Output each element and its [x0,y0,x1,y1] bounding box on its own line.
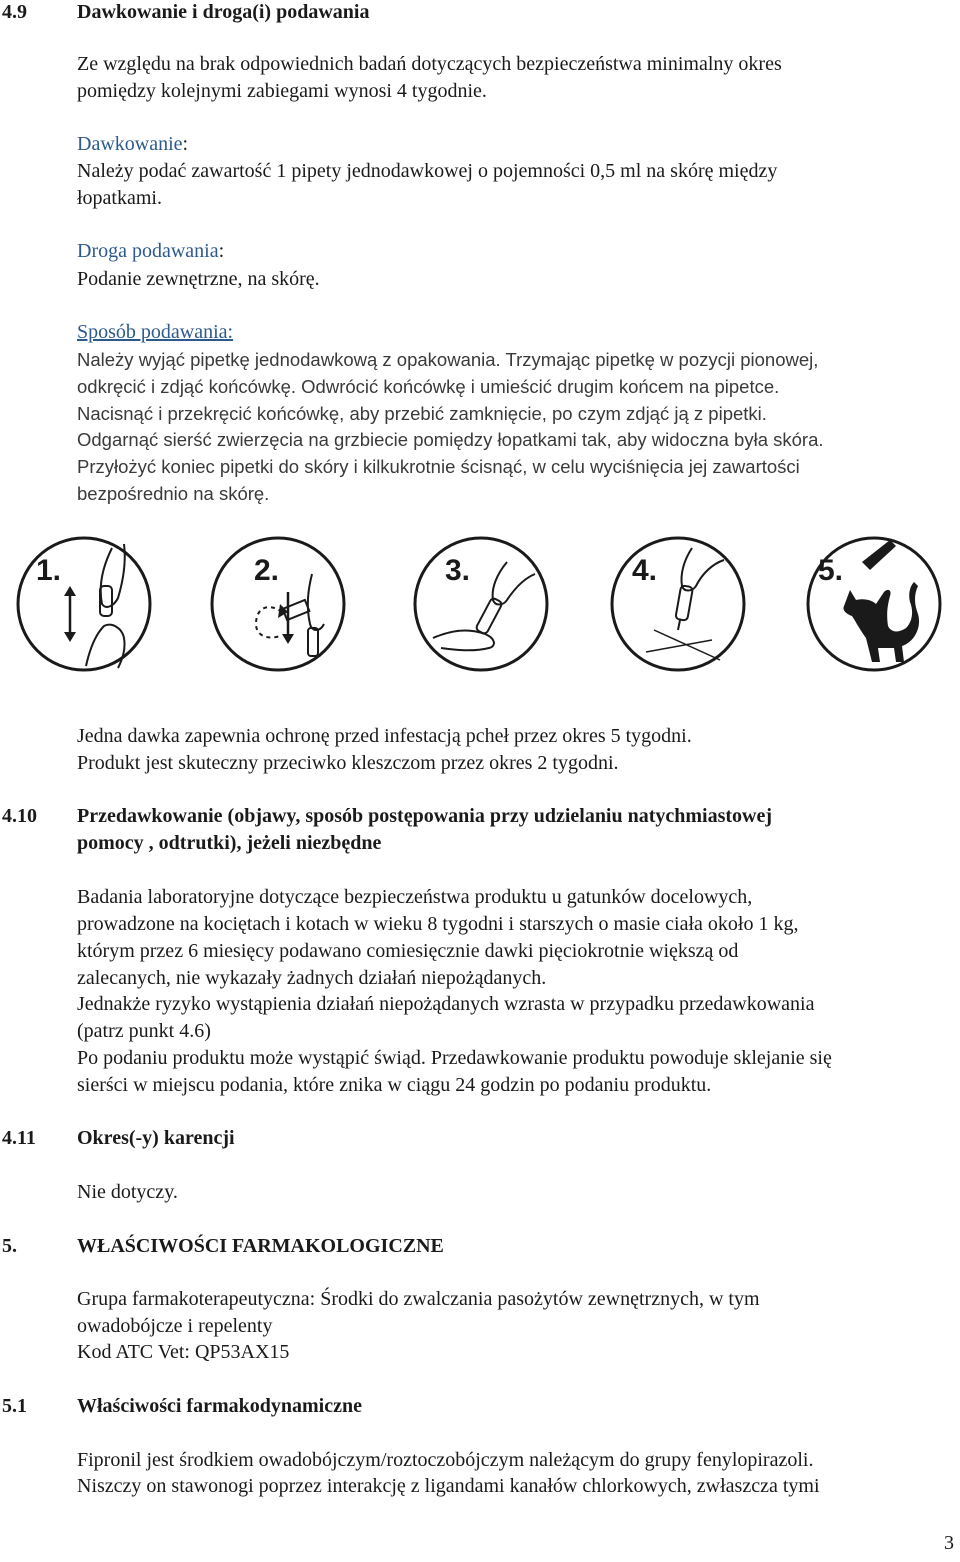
overdose-line-5: Jednakże ryzyko wystąpienia działań niepożądanych wzrasta w przypadku przedawkowania [77,993,815,1015]
method-line-2: odkręcić i zdjąć końcówkę. Odwrócić końcówkę i umieścić drugim końcem na pipetce. [77,376,780,397]
intro-line-1: Ze względu na brak odpowiednich badań dotyczących bezpieczeństwa minimalny okres [77,53,782,75]
withdrawal-text: Nie dotyczy. [77,1181,178,1203]
method-line-1: Należy wyjąć pipetkę jednodawkową z opakowania. Trzymając pipetkę w pozycji pionowej, [77,349,819,370]
step-5-pipette-icon [862,540,896,570]
section-5-1-number: 5.1 [2,1395,27,1417]
section-4-11-number: 4.11 [2,1127,36,1149]
method-line-3: Nacisnąć i przekręcić końcówkę, aby przebić zamknięcie, po czym zdjąć ją z pipetki. [77,403,767,424]
overdose-line-7: Po podaniu produktu może wystąpić świąd. Przedawkowanie produktu powoduje sklejanie się [77,1047,832,1069]
section-5-number: 5. [2,1235,17,1257]
step-1-pictogram [14,534,154,674]
route-text: Podanie zewnętrzne, na skórę. [77,268,320,290]
efficacy-line-1: Jedna dawka zapewnia ochronę przed infestacją pcheł przez okres 5 tygodni. [77,725,692,747]
atc-code: Kod ATC Vet: QP53AX15 [77,1341,290,1363]
step-2-hand-icon [308,574,324,630]
overdose-line-6: (patrz punkt 4.6) [77,1020,211,1042]
page-number: 3 [944,1532,954,1554]
step-3-hand-top-icon [493,562,535,605]
step-5-number: 5. [818,554,844,587]
dosage-line-2: łopatkami. [77,187,162,209]
step-2-rotate-arrow [256,607,282,637]
method-line-4: Odgarnąć sierść zwierzęcia na grzbiecie pomiędzy łopatkami tak, aby widoczna była skóra. [77,429,824,450]
step-3-hand-bottom-icon [433,631,494,651]
step-2-pipette-icon [308,628,318,656]
section-4-10-title-line-2: pomocy , odtrutki), jeżeli niezbędne [77,832,382,854]
pharmacodynamics-line-2: Niszczy on stawonogi poprzez interakcję z ligandami kanałów chlorkowych, zwłaszcza tymi [77,1475,820,1497]
step-1-number: 1. [36,554,62,587]
section-4-10-number: 4.10 [2,805,37,827]
step-4-hand-icon [681,548,724,591]
overdose-line-3: którym przez 6 miesięcy podawano comiesięcznie dawki pięciokrotnie większą od [77,940,739,962]
route-heading: Droga podawania: [77,240,225,262]
step-5-pictogram [804,534,944,674]
step-4-tip-icon [678,620,680,630]
step-2-arrow-down-icon [282,634,294,644]
route-label: Droga podawania [77,240,219,262]
pharmacodynamics-line-1: Fipronil jest środkiem owadobójczym/roztoczobójczym należącym do grupy fenylopirazoli. [77,1449,814,1471]
step-3-pipette-icon [475,597,502,634]
pharmaco-line-2: owadobójcze i repelenty [77,1315,273,1337]
step-4-pictogram [608,534,748,674]
pharmaco-line-1: Grupa farmakoterapeutyczna: Środki do zwalczania pasożytów zewnętrznych, w tym [77,1288,760,1310]
dosage-heading: Dawkowanie: [77,133,189,155]
step-2-pictogram [208,534,348,674]
section-4-10-title-line-1: Przedawkowanie (objawy, sposób postępowania przy udzielaniu natychmiastowej [77,805,773,827]
dosage-label: Dawkowanie [77,133,183,155]
overdose-line-4: zalecanych, nie wykazały żadnych działań niepożądanych. [77,967,547,989]
step-3-number: 3. [445,554,471,587]
method-line-6: bezpośrednio na skórę. [77,483,270,504]
dosage-line-1: Należy podać zawartość 1 pipety jednodawkowej o pojemności 0,5 ml na skórę między [77,160,778,182]
step-2-number: 2. [254,554,280,587]
section-4-9-number: 4.9 [2,1,27,23]
section-5-title: WŁAŚCIWOŚCI FARMAKOLOGICZNE [77,1235,444,1257]
section-4-9-title: Dawkowanie i droga(i) podawania [77,1,370,23]
intro-line-2: pomiędzy kolejnymi zabiegami wynosi 4 tygodnie. [77,80,487,102]
efficacy-line-2: Produkt jest skuteczny przeciwko kleszczom przez okres 2 tygodni. [77,752,619,774]
method-line-5: Przyłożyć koniec pipetki do skóry i kilkukrotnie ścisnąć, w celu wyciśnięcia jej zawartości [77,456,800,477]
overdose-line-8: sierści w miejscu podania, które znika w ciągu 24 godzin po podaniu produktu. [77,1074,712,1096]
overdose-line-1: Badania laboratoryjne dotyczące bezpieczeństwa produktu u gatunków docelowych, [77,886,753,908]
step-1-arrow-up-icon [64,586,76,596]
step-3-pictogram [411,534,551,674]
method-label: Sposób podawania: [77,321,234,343]
cat-silhouette-icon [843,582,919,662]
section-4-11-title: Okres(-y) karencji [77,1127,235,1149]
step-4-number: 4. [632,554,658,587]
step-2-cap-icon [283,600,310,620]
section-5-1-title: Właściwości farmakodynamiczne [77,1395,362,1417]
overdose-line-2: prowadzone na kociętach i kotach w wieku 8 tygodni i starszych o masie ciała około 1 kg, [77,913,799,935]
step-1-arrow-down-icon [64,632,76,642]
